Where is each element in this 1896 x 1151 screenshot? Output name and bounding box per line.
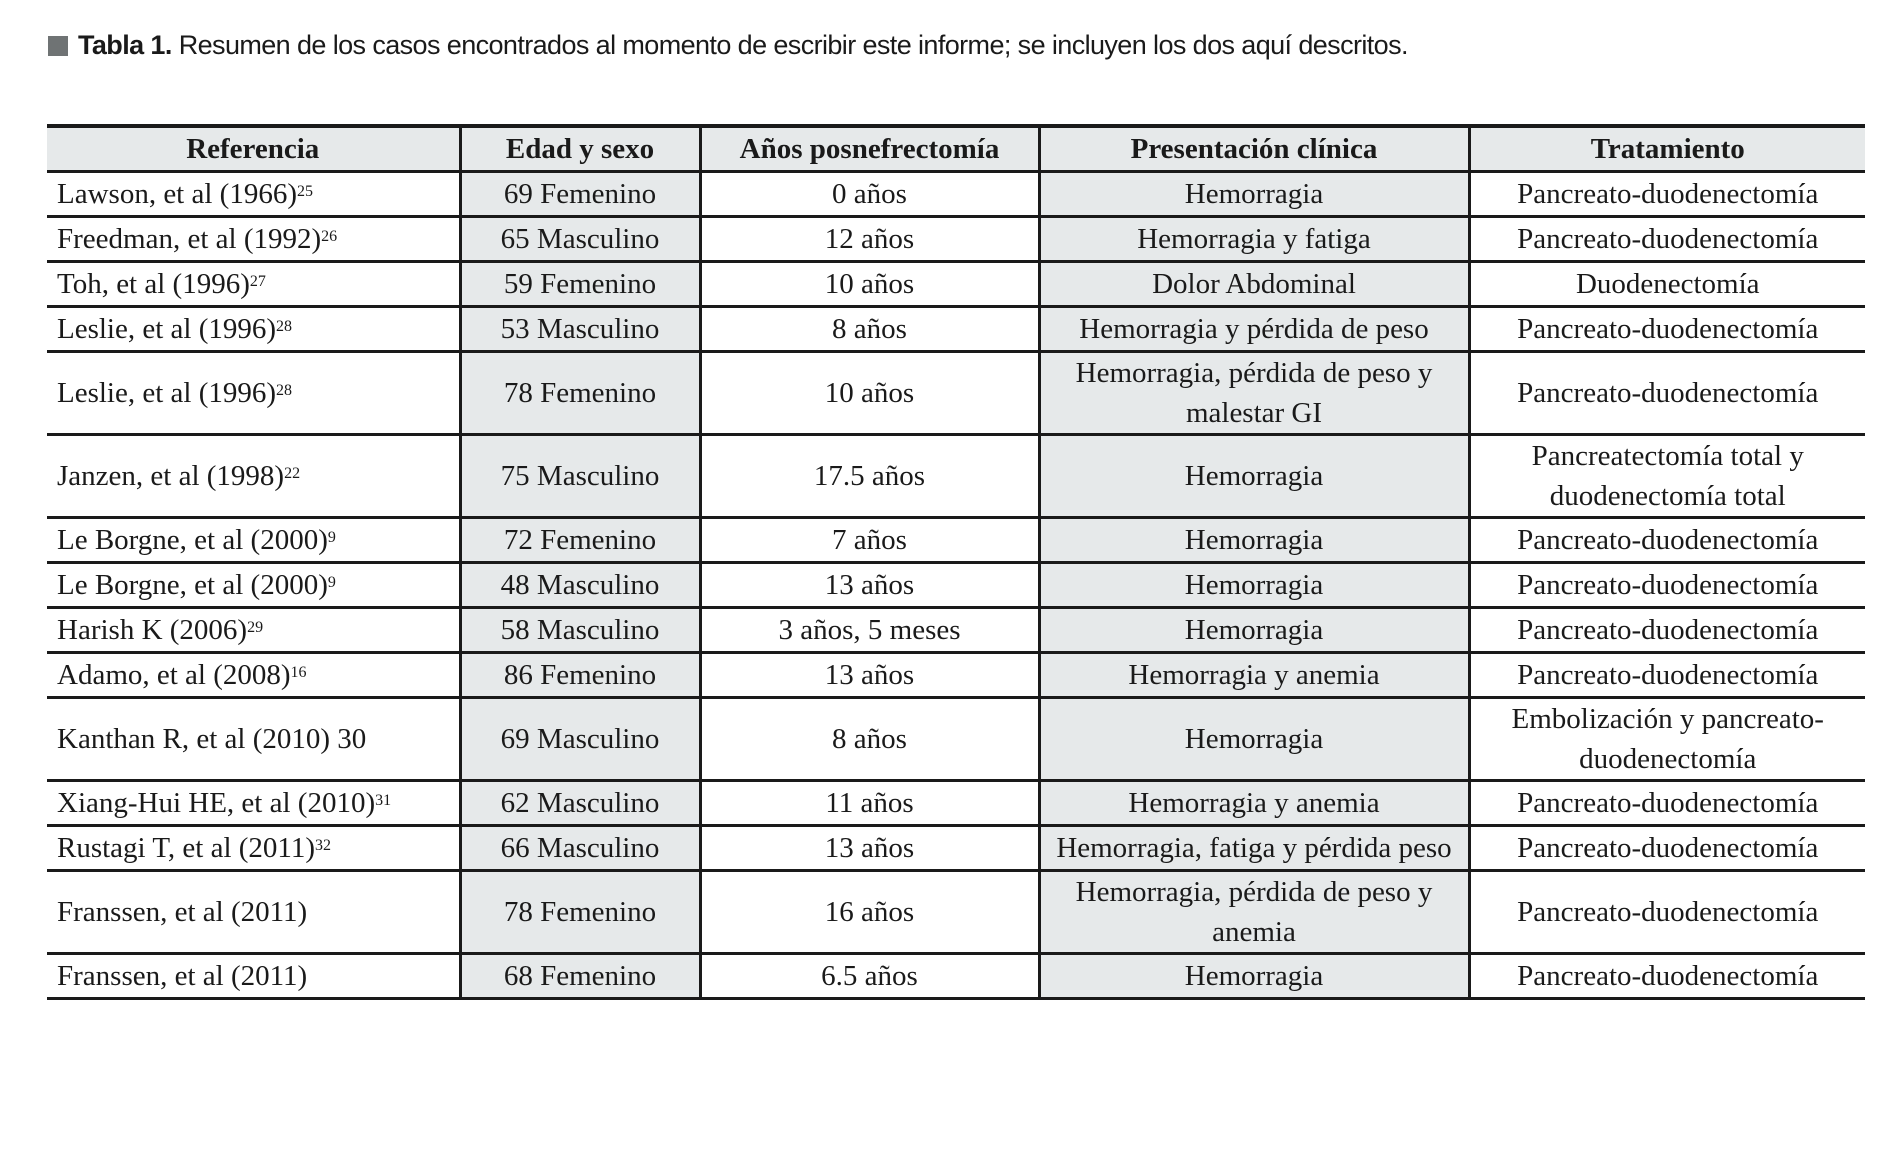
cell-edad-sexo-text: 78 Femenino — [503, 377, 657, 409]
cell-referencia — [47, 172, 460, 217]
table-row — [47, 826, 1865, 871]
table-caption — [48, 30, 1408, 61]
cell-referencia — [47, 608, 460, 653]
table-row — [47, 954, 1865, 999]
cell-referencia-text: Le Borgne, et al (2000) — [57, 569, 328, 601]
cell-presentacion-text: Hemorragia — [1184, 614, 1324, 646]
table-row — [47, 781, 1865, 826]
cell-presentacion-text: Hemorragia y anemia — [1128, 659, 1380, 691]
cell-tratamiento-text: Pancreato-duodenectomía — [1517, 313, 1819, 345]
cell-tratamiento — [1469, 698, 1865, 781]
cell-edad-sexo — [460, 435, 700, 518]
cell-presentacion-text: Hemorragia y pérdida de peso — [1079, 313, 1429, 345]
cell-anos-text: 7 años — [832, 524, 907, 556]
cell-anos — [700, 307, 1039, 352]
cell-presentacion — [1039, 518, 1469, 563]
cell-edad-sexo-text: 59 Femenino — [503, 268, 657, 300]
cell-tratamiento — [1469, 217, 1865, 262]
cell-referencia-text: Adamo, et al (2008) — [57, 659, 291, 691]
cell-tratamiento — [1469, 435, 1865, 518]
cell-edad-sexo-text: 65 Masculino — [500, 223, 660, 255]
cell-tratamiento-text: Pancreato-duodenectomía — [1517, 178, 1819, 210]
cell-anos-text: 12 años — [824, 223, 915, 255]
cell-presentacion-text: Hemorragia — [1184, 723, 1324, 755]
cell-edad-sexo — [460, 653, 700, 698]
cell-presentacion — [1039, 698, 1469, 781]
cell-edad-sexo — [460, 217, 700, 262]
cell-anos — [700, 608, 1039, 653]
cell-presentacion — [1039, 653, 1469, 698]
table-row — [47, 563, 1865, 608]
cell-tratamiento-text: Pancreatectomía total y duodenectomía total — [1531, 440, 1804, 512]
cell-referencia-text: Harish K (2006) — [57, 614, 248, 646]
cell-edad-sexo-text: 72 Femenino — [503, 524, 657, 556]
cell-presentacion-text: Hemorragia y anemia — [1128, 787, 1380, 819]
cell-tratamiento-text: Embolización y pancreato-duodenectomía — [1511, 703, 1824, 775]
table-row — [47, 352, 1865, 435]
cell-presentacion-text: Hemorragia — [1184, 960, 1324, 992]
cell-edad-sexo — [460, 608, 700, 653]
cell-presentacion-text: Hemorragia — [1184, 569, 1324, 601]
cell-tratamiento — [1469, 871, 1865, 954]
cell-anos-text: 11 años — [825, 787, 914, 819]
cell-anos — [700, 698, 1039, 781]
cell-edad-sexo-text: 53 Masculino — [500, 313, 660, 345]
reference-superscript: 32 — [315, 837, 331, 854]
header-row — [47, 126, 1865, 172]
cell-edad-sexo — [460, 352, 700, 435]
cell-referencia-text: Toh, et al (1996) — [57, 268, 250, 300]
cell-anos-text: 13 años — [824, 659, 915, 691]
header-tratamiento: Tratamiento — [1469, 126, 1865, 172]
cell-referencia-text: Leslie, et al (1996) — [57, 313, 277, 345]
cell-tratamiento — [1469, 653, 1865, 698]
cell-presentacion-text: Hemorragia y fatiga — [1137, 223, 1371, 255]
table-row — [47, 698, 1865, 781]
cell-presentacion — [1039, 871, 1469, 954]
cell-presentacion-text: Hemorragia, fatiga y pérdida peso — [1056, 832, 1452, 864]
cell-anos-text: 17.5 años — [813, 460, 926, 492]
cell-edad-sexo-text: 48 Masculino — [500, 569, 660, 601]
cell-presentacion — [1039, 217, 1469, 262]
table-row — [47, 262, 1865, 307]
cell-tratamiento-text: Duodenectomía — [1575, 268, 1760, 300]
cell-tratamiento — [1469, 172, 1865, 217]
cell-referencia — [47, 352, 460, 435]
cell-tratamiento-text: Pancreato-duodenectomía — [1517, 524, 1819, 556]
cell-edad-sexo — [460, 871, 700, 954]
cell-edad-sexo — [460, 307, 700, 352]
cell-tratamiento — [1469, 262, 1865, 307]
cell-anos-text: 16 años — [824, 896, 915, 928]
cell-presentacion-text: Hemorragia — [1184, 524, 1324, 556]
cell-presentacion-text: Hemorragia — [1184, 460, 1324, 492]
cell-tratamiento — [1469, 826, 1865, 871]
cell-anos-text: 10 años — [824, 268, 915, 300]
cell-presentacion-text: Hemorragia, pérdida de peso y anemia — [1075, 876, 1433, 948]
cell-anos — [700, 781, 1039, 826]
table-row — [47, 435, 1865, 518]
cell-referencia — [47, 954, 460, 999]
cell-referencia-text: Kanthan R, et al (2010) 30 — [57, 723, 367, 755]
cell-anos — [700, 262, 1039, 307]
cell-anos — [700, 826, 1039, 871]
cell-referencia — [47, 563, 460, 608]
cell-referencia — [47, 262, 460, 307]
header-presentacion: Presentación clínica — [1039, 126, 1469, 172]
cell-anos-text: 10 años — [824, 377, 915, 409]
cell-referencia-text: Xiang-Hui HE, et al (2010) — [57, 787, 376, 819]
cell-tratamiento — [1469, 608, 1865, 653]
cell-anos — [700, 435, 1039, 518]
cell-tratamiento — [1469, 563, 1865, 608]
cell-anos-text: 6.5 años — [821, 960, 918, 992]
cell-tratamiento — [1469, 781, 1865, 826]
cell-referencia-text: Franssen, et al (2011) — [57, 896, 308, 928]
reference-superscript: 31 — [375, 792, 392, 809]
cell-edad-sexo — [460, 698, 700, 781]
cell-tratamiento — [1469, 518, 1865, 563]
cell-edad-sexo — [460, 563, 700, 608]
cell-tratamiento-text: Pancreato-duodenectomía — [1517, 569, 1819, 601]
cases-table — [47, 124, 1865, 1000]
caption-label: Tabla 1. — [78, 30, 172, 60]
cell-anos — [700, 172, 1039, 217]
cell-tratamiento-text: Pancreato-duodenectomía — [1517, 377, 1819, 409]
cell-tratamiento-text: Pancreato-duodenectomía — [1517, 896, 1819, 928]
table-row — [47, 653, 1865, 698]
cell-referencia — [47, 871, 460, 954]
reference-superscript: 29 — [247, 619, 264, 636]
table-row — [47, 871, 1865, 954]
cell-presentacion-text: Hemorragia, pérdida de peso y malestar GI — [1075, 357, 1433, 429]
reference-superscript: 28 — [276, 318, 293, 335]
cell-edad-sexo — [460, 262, 700, 307]
cell-referencia-text: Freedman, et al (1992) — [57, 223, 322, 255]
cell-tratamiento-text: Pancreato-duodenectomía — [1517, 787, 1819, 819]
cell-edad-sexo — [460, 826, 700, 871]
cell-referencia-text: Franssen, et al (2011) — [57, 960, 308, 992]
cell-presentacion — [1039, 172, 1469, 217]
cell-referencia — [47, 518, 460, 563]
cell-tratamiento-text: Pancreato-duodenectomía — [1517, 832, 1819, 864]
header-anos: Años posnefrectomía — [700, 126, 1039, 172]
cell-presentacion — [1039, 352, 1469, 435]
reference-superscript: 27 — [249, 273, 266, 290]
cell-edad-sexo — [460, 954, 700, 999]
cell-anos-text: 13 años — [824, 832, 915, 864]
caption-text: Resumen de los casos encontrados al momento de escribir este informe; se incluyen los dos aquí descritos. — [178, 30, 1408, 60]
cell-anos — [700, 518, 1039, 563]
cell-referencia-text: Leslie, et al (1996) — [57, 377, 277, 409]
cell-edad-sexo-text: 78 Femenino — [503, 896, 657, 928]
table-row — [47, 518, 1865, 563]
caption-square-icon — [48, 36, 68, 56]
cell-referencia — [47, 781, 460, 826]
cell-referencia — [47, 653, 460, 698]
cell-referencia — [47, 826, 460, 871]
cell-edad-sexo-text: 62 Masculino — [500, 787, 660, 819]
cell-tratamiento — [1469, 352, 1865, 435]
cell-anos — [700, 954, 1039, 999]
cell-referencia-text: Rustagi T, et al (2011) — [57, 832, 315, 864]
cell-presentacion — [1039, 307, 1469, 352]
cell-presentacion-text: Hemorragia — [1184, 178, 1324, 210]
cell-presentacion — [1039, 608, 1469, 653]
cell-presentacion — [1039, 954, 1469, 999]
cell-presentacion — [1039, 781, 1469, 826]
cell-edad-sexo — [460, 172, 700, 217]
cell-edad-sexo — [460, 781, 700, 826]
cell-presentacion — [1039, 435, 1469, 518]
cell-referencia — [47, 435, 460, 518]
table-row — [47, 608, 1865, 653]
cell-referencia — [47, 698, 460, 781]
cell-anos-text: 3 años, 5 meses — [778, 614, 961, 646]
cell-tratamiento-text: Pancreato-duodenectomía — [1517, 659, 1819, 691]
cell-anos-text: 8 años — [832, 723, 907, 755]
reference-superscript: 28 — [276, 382, 293, 399]
reference-superscript: 26 — [321, 228, 338, 245]
header-edad-sexo: Edad y sexo — [460, 126, 700, 172]
cell-anos — [700, 871, 1039, 954]
cell-anos — [700, 217, 1039, 262]
cell-edad-sexo-text: 69 Masculino — [500, 723, 660, 755]
header-referencia: Referencia — [47, 126, 460, 172]
cell-edad-sexo-text: 75 Masculino — [500, 460, 660, 492]
cell-edad-sexo-text: 69 Femenino — [503, 178, 657, 210]
cell-tratamiento — [1469, 307, 1865, 352]
reference-superscript: 25 — [297, 183, 313, 200]
cell-referencia-text: Janzen, et al (1998) — [57, 460, 285, 492]
cell-tratamiento — [1469, 954, 1865, 999]
cell-anos — [700, 352, 1039, 435]
cell-anos — [700, 653, 1039, 698]
reference-superscript: 9 — [327, 529, 336, 546]
cell-anos — [700, 563, 1039, 608]
cell-edad-sexo-text: 68 Femenino — [503, 960, 657, 992]
cell-edad-sexo-text: 58 Masculino — [500, 614, 660, 646]
cell-edad-sexo-text: 66 Masculino — [500, 832, 660, 864]
cell-anos-text: 8 años — [832, 313, 907, 345]
reference-superscript: 22 — [284, 465, 301, 482]
cell-anos-text: 0 años — [832, 178, 907, 210]
cell-tratamiento-text: Pancreato-duodenectomía — [1517, 960, 1819, 992]
cell-presentacion — [1039, 826, 1469, 871]
cell-referencia — [47, 307, 460, 352]
reference-superscript: 16 — [290, 664, 307, 681]
cell-edad-sexo-text: 86 Femenino — [503, 659, 657, 691]
cell-presentacion — [1039, 563, 1469, 608]
cell-referencia-text: Le Borgne, et al (2000) — [57, 524, 328, 556]
cell-tratamiento-text: Pancreato-duodenectomía — [1517, 223, 1819, 255]
table-row — [47, 307, 1865, 352]
cell-referencia — [47, 217, 460, 262]
table-row — [47, 217, 1865, 262]
cell-anos-text: 13 años — [824, 569, 915, 601]
cell-presentacion-text: Dolor Abdominal — [1152, 268, 1356, 300]
cell-edad-sexo — [460, 518, 700, 563]
cell-referencia-text: Lawson, et al (1966) — [57, 178, 297, 210]
cell-tratamiento-text: Pancreato-duodenectomía — [1517, 614, 1819, 646]
cell-presentacion — [1039, 262, 1469, 307]
table-row — [47, 172, 1865, 217]
reference-superscript: 9 — [327, 574, 336, 591]
